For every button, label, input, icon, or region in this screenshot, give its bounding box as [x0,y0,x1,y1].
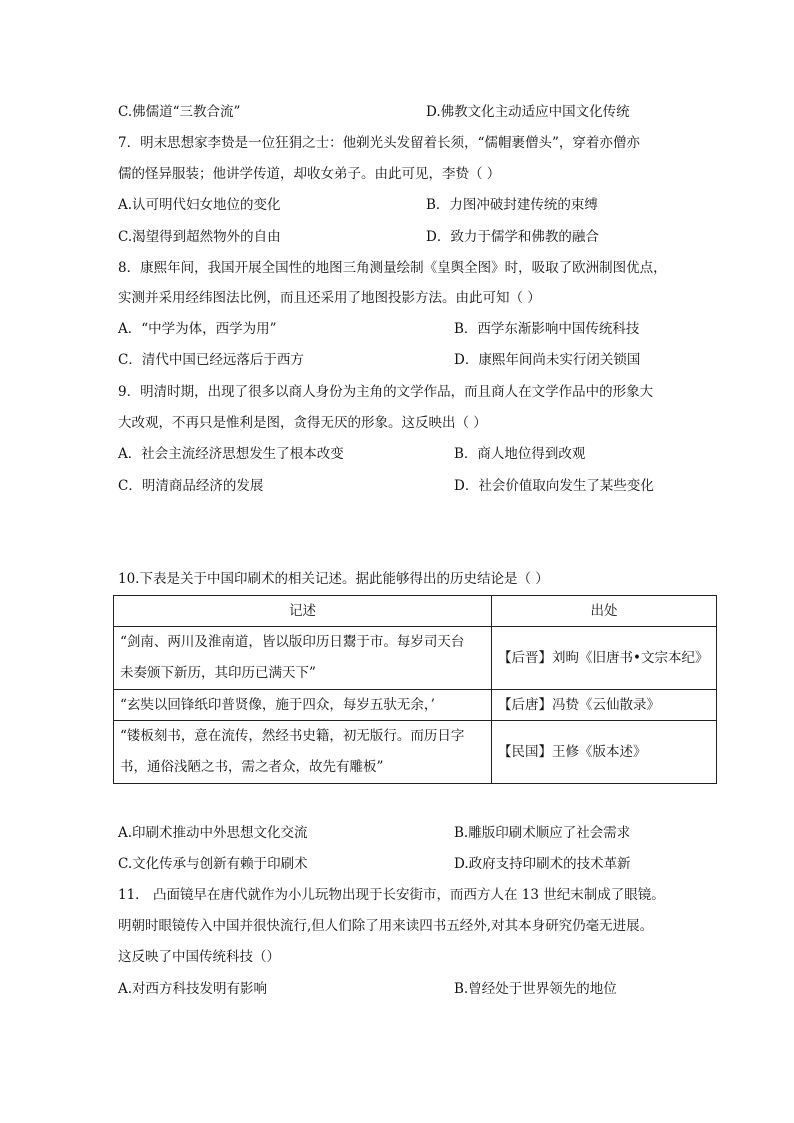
record-cell [114,721,492,784]
q11-stem-line2: 明朝时眼镜传入中国并很快流行,但人们除了用来读四书五经外,对其本身研究仍毫无进展。 [118,918,654,934]
q11-stem-line1: 11． 凸面镜早在唐代就作为小儿玩物出现于长安街市，而西方人在 13 世纪末制成了眼镜。 [118,887,665,903]
q6-option-d: D.佛教文化主动适应中国文化传统 [426,104,630,120]
table-header-record: 记述 [114,596,492,627]
q7-option-a: A.认可明代妇女地位的变化 [118,197,281,213]
source-cell: 【后唐】冯贽《云仙散录》 [492,690,717,721]
q11-option-b: B.曾经处于世界领先的地位 [454,981,617,997]
table-header-row [114,596,717,627]
q9-option-d: D．社会价值取向发生了某些变化 [454,478,654,494]
q10-stem: 10.下表是关于中国印刷术的相关记述。据此能够得出的历史结论是（ ） [118,571,549,587]
q8-stem-line1: 8．康熙年间，我国开展全国性的地图三角测量绘制《皇舆全图》时，吸取了欧洲制图优点， [118,260,667,276]
q8-option-a: A．“中学为体，西学为用” [118,321,277,337]
record-cell: “玄奘以回锋纸印普贤像，施于四众，每岁五驮无余，’ [114,690,492,721]
table-row [114,627,717,690]
table-header-source: 出处 [492,596,717,627]
q11-stem-line3: 这反映了中国传统科技（） [118,949,280,965]
record-line: “镂板刻书，意在流传，然经书史籍，初无版行。而历日字 [120,728,465,744]
q8-option-d: D．康熙年间尚未实行闭关锁国 [454,352,641,368]
q10-option-c: C.文化传承与创新有赖于印刷术 [118,856,308,872]
q7-stem-line2: 儒的怪异服装；他讲学传道，却收女弟子。由此可见，李贽（ ） [118,166,501,182]
q8-option-c: C．清代中国已经远落后于西方 [118,352,304,368]
q10-option-a: A.印刷术推动中外思想文化交流 [118,825,308,841]
q9-option-a: A．社会主流经济思想发生了根本改变 [118,446,344,462]
q9-stem-line1: 9．明清时期，出现了很多以商人身份为主角的文学作品，而且商人在文学作品中的形象大 [118,384,654,400]
record-line: 未奏颁下新历，其印历已满天下” [120,665,316,681]
q7-option-b: B．力图冲破封建传统的束缚 [426,197,598,213]
q8-stem-line2: 实测并采用经纬图法比例，而且还采用了地图投影方法。由此可知（ ） [118,290,541,306]
q9-stem-line2: 大改观，不再只是惟利是图，贪得无厌的形象。这反映出（ ） [118,415,487,431]
q9-option-c: C．明清商品经济的发展 [118,478,264,494]
table-row [114,721,717,784]
q10-option-d: D.政府支持印刷术的技术革新 [454,856,631,872]
q9-option-b: B．商人地位得到改观 [454,446,586,462]
record-line: 书，通俗浅陋之书，需之者众，故先有雕板” [120,759,384,775]
q11-option-a: A.对西方科技发明有影响 [118,981,268,997]
printing-records-table [113,595,717,784]
q8-option-b: B．西学东渐影响中国传统科技 [454,321,640,337]
q6-option-c: C.佛儒道“三教合流” [118,104,241,120]
record-cell [114,627,492,690]
table-row [114,690,717,721]
source-cell: 【后晋】刘昫《旧唐书•文宗本纪》 [492,627,717,690]
q7-option-d: D．致力于儒学和佛教的融合 [426,229,599,245]
source-cell: 【民国】王修《版本述》 [492,721,717,784]
q7-option-c: C.渴望得到超然物外的自由 [118,229,281,245]
q10-option-b: B.雕版印刷术顺应了社会需求 [454,825,631,841]
q7-stem-line1: 7．明末思想家李贽是一位狂狷之士：他剃光头发留着长须，“儒帽裹僧头”，穿着亦僧亦 [118,135,640,151]
record-line: “剑南、两川及淮南道，皆以版印历日鬻于市。每岁司天台 [120,634,465,650]
